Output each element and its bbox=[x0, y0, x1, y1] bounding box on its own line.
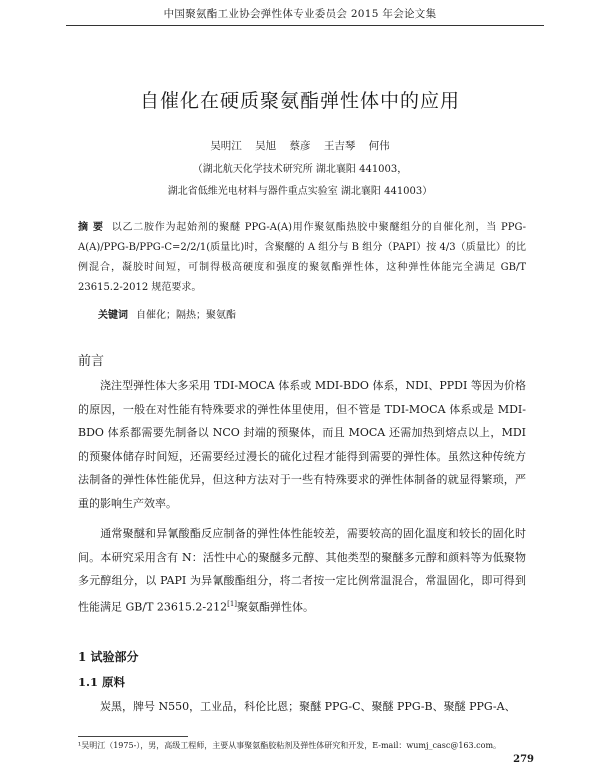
materials-text: 炭黑，牌号 N550，工业品，科伦比恩；聚醚 PPG-C、聚醚 PPG-B、聚醚 PPG-A、 bbox=[100, 700, 516, 713]
preface-paragraph-2 bbox=[78, 522, 526, 619]
materials-heading: 1.1 原料 bbox=[78, 675, 126, 689]
paper-title: 自催化在硬质聚氨酯弹性体中的应用 bbox=[139, 90, 460, 112]
keywords-text: 自催化；隔热；聚氨酯 bbox=[136, 310, 236, 321]
affiliation-2: 湖北省低维光电材料与器件重点实验室 湖北襄阳 441003） bbox=[167, 186, 433, 197]
keywords-label: 关键词 bbox=[98, 310, 128, 321]
preface-p2-tail: 聚氨酯弹性体。 bbox=[237, 600, 315, 614]
footnote: ¹吴明江（1975-），男，高级工程师，主要从事聚氨酯胶粘剂及弹性体研究和开发，E-mail：wumj_casc@163.com。 bbox=[78, 741, 502, 750]
experiment-heading: 1 试验部分 bbox=[78, 650, 139, 664]
footnote-rule bbox=[78, 736, 188, 737]
authors: 吴明江 吴旭 蔡彦 王吉琴 何伟 bbox=[210, 140, 390, 152]
preface-heading: 前言 bbox=[78, 354, 105, 369]
keywords bbox=[98, 306, 236, 321]
header-rule bbox=[66, 25, 544, 26]
preface-p2-text: 通常聚醚和异氰酸酯反应制备的弹性体性能较差，需要较高的固化温度和较长的固化时间。本研究采用含有 N：活性中心的聚醚多元醇、其他类型的聚醚多元醇和颜料等为低聚物多元醇组分，以 PAPI 为异氰酸酯组分，将二者按一定比例常温混合，常温固化，即可得到性能满足 GB/T 23615.2-212 bbox=[78, 527, 526, 614]
running-header: 中国聚氨酯工业协会弹性体专业委员会 2015 年会论文集 bbox=[163, 8, 437, 20]
page-number: 279 bbox=[513, 754, 534, 765]
abstract-label: 摘 要 bbox=[78, 222, 104, 233]
abstract bbox=[78, 218, 526, 298]
materials-paragraph bbox=[78, 695, 526, 719]
affiliation-1: （湖北航天化学技术研究所 湖北襄阳 441003， bbox=[192, 164, 408, 175]
preface-paragraph-1 bbox=[78, 374, 526, 515]
citation-ref[interactable]: [1] bbox=[227, 599, 238, 608]
abstract-text: 以乙二胺作为起始剂的聚醚 PPG-A(A)用作聚氨酯热胶中聚醚组分的自催化剂，当 PPG-A(A)/PPG-B/PPG-C=2/2/1(质量比)时，含聚醚的 A 组分与 B 组分（PAPI）按 4/3（质量比）的比例混合，凝胶时间短，可制得极高硬度和强度的聚氨酯弹性体，这种弹性体能完全满足 GB/T 23615.2-2012 规范要求。 bbox=[78, 222, 527, 293]
preface-p1-text: 浇注型弹性体大多采用 TDI-MOCA 体系或 MDI-BDO 体系，NDI、PPDI 等因为价格的原因，一般在对性能有特殊要求的弹性体里使用，但不管是 TDI-MOCA 体系或是 MDI-BDO 体系都需要先制备以 NCO 封端的预聚体，而且 MOCA 还需加热到熔点以上，MDI 的预聚体储存时间短，还需要经过漫长的硫化过程才能得到需要的弹性体。虽然这种传统方法制备的弹性体性能优异，但这种方法对于一些有特殊要求的弹性体制备的就显得繁琐，严重的影响生产效率。 bbox=[78, 379, 526, 510]
